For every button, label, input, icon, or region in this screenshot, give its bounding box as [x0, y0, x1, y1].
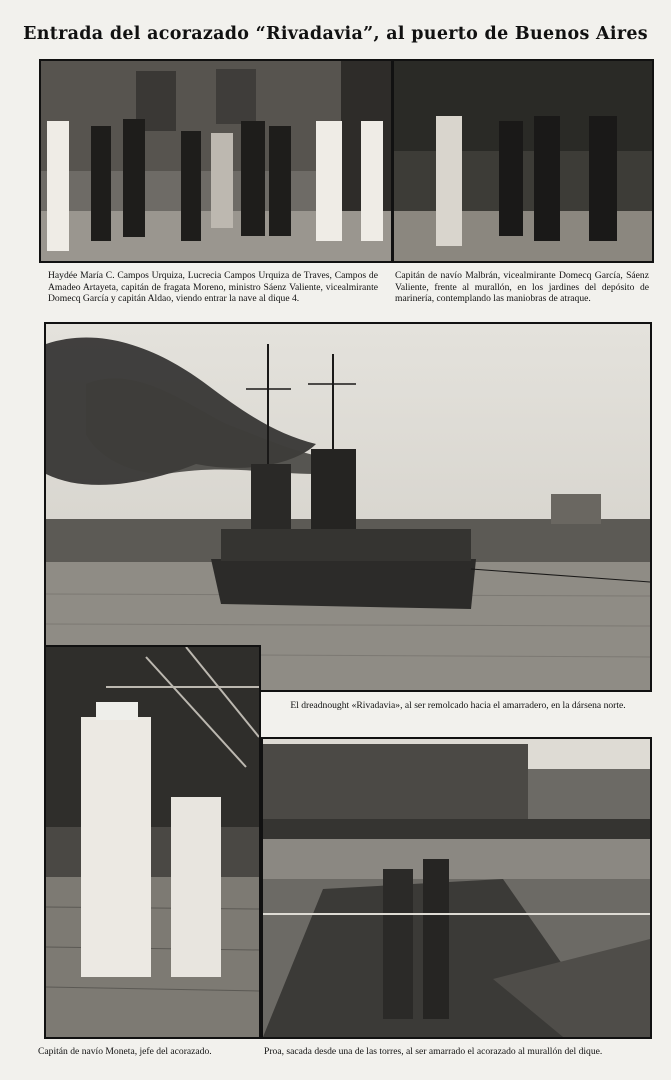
caption-top-left: Haydée María C. Campos Urquiza, Lucrecia Campos Urquiza de Traves, Campos de Amadeo Artayeta, capitán de fragata Moreno, ministro Sáenz Valiente, vicealmirante Domecq García y capitán Aldao, viendo entrar la nave al dique 4. [48, 270, 378, 305]
caption-middle: El dreadnought «Rivadavia», al ser remolcado hacia el amarradero, en la dársena norte. [290, 700, 626, 711]
caption-bottom-right: Proa, sacada desde una de las torres, al ser amarrado el acorazado al murallón del dique. [264, 1046, 603, 1057]
photo-captain-moneta [44, 645, 261, 1039]
caption-bottom-left: Capitán de navío Moneta, jefe del acorazado. [38, 1046, 212, 1057]
page-title: Entrada del acorazado “Rivadavia”, al puerto de Buenos Aires [23, 24, 648, 44]
photo-dreadnought-rivadavia [44, 322, 652, 692]
photo-officers-garden [392, 59, 654, 263]
caption-top-right: Capitán de navío Malbrán, vicealmirante Domecq García, Sáenz Valiente, frente al murallón, en los jardines del depósito de marinería, contemplando las maniobras de atraque. [395, 270, 649, 305]
photo-group-terrace [39, 59, 393, 263]
photo-bow-from-turret [261, 737, 652, 1039]
